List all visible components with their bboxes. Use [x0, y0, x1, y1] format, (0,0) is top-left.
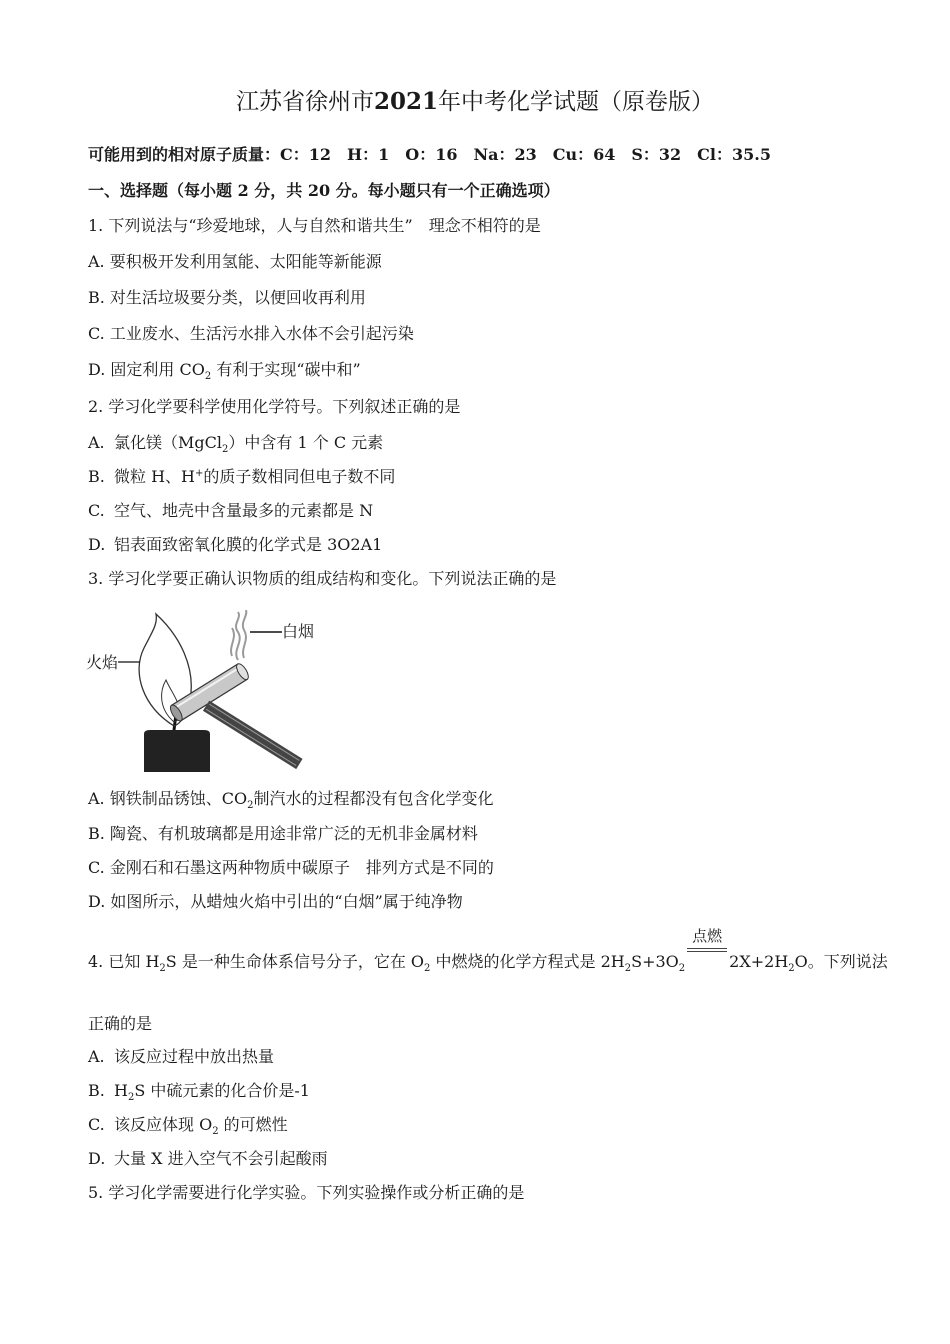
q5-stem: 5. 学习化学需要进行化学实验。下列实验操作或分析正确的是 — [88, 1183, 525, 1202]
q4-stem-continued: 正确的是 — [88, 1014, 153, 1033]
atomic-mass-line: 可能用到的相对原子质量：C：12 H：1 O：16 Na：23 Cu：64 S：32 Cl：35.5 — [88, 145, 771, 164]
q4-option-a: A. 该反应过程中放出热量 — [88, 1047, 275, 1066]
q3-stem: 3. 学习化学要正确认识物质的组成结构和变化。下列说法正确的是 — [88, 569, 557, 588]
q2-option-d: D. 铝表面致密氧化膜的化学式是 3O2A1 — [88, 535, 383, 554]
q4-option-b: B. $H_2S$ 中硫元素的化合价是-1 — [88, 1081, 310, 1103]
q1-stem: 1. 下列说法与“珍爱地球，人与自然和谐共生” 理念不相符的是 — [88, 216, 541, 235]
candle-body — [144, 730, 210, 772]
q4-stem: 4. 已知 $H_2S$ 是一种生命体系信号分子，它在 $O_2$ 中燃烧的化学方程式是 $2H_2S+3O_2$ 点燃 $2X+2H_2O$。下列说法 — [88, 927, 888, 974]
q2-stem: 2. 学习化学要科学使用化学符号。下列叙述正确的是 — [88, 397, 461, 416]
figure-label-smoke: 白烟 — [282, 622, 315, 641]
q3-option-c: C. 金刚石和石墨这两种物质中碳原子 排列方式是不同的 — [88, 858, 494, 877]
q3-option-d: D. 如图所示，从蜡烛火焰中引出的“白烟”属于纯净物 — [88, 892, 463, 911]
q4-option-c: C. 该反应体现 $O_2$ 的可燃性 — [88, 1115, 288, 1137]
q2-option-a: A. 氯化镁（MgCl$_2$）中含有 1 个 C 元素 — [88, 433, 384, 455]
q1-option-b: B. 对生活垃圾要分类，以便回收再利用 — [88, 288, 366, 307]
section-heading: 一、选择题（每小题 2 分，共 20 分。每小题只有一个正确选项） — [88, 181, 560, 200]
tube-holder — [203, 701, 303, 769]
q3-option-a: A. 钢铁制品锈蚀、$CO_2$制汽水的过程都没有包含化学变化 — [88, 789, 494, 811]
q4-option-d: D. 大量 X 进入空气不会引起酸雨 — [88, 1149, 328, 1168]
q3-option-b: B. 陶瓷、有机玻璃都是用途非常广泛的无机非金属材料 — [88, 824, 478, 843]
page-title: 江苏省徐州市2021年中考化学试题（原卷版） — [235, 88, 714, 115]
reaction-condition: 点燃 — [685, 951, 729, 973]
q2-option-c: C. 空气、地壳中含量最多的元素都是 N — [88, 501, 374, 520]
figure-label-flame: 火焰 — [86, 653, 119, 672]
q1-option-d: D. 固定利用 $CO_2$ 有利于实现“碳中和” — [88, 360, 361, 382]
q2-option-b: B. 微粒 H、H+的质子数相同但电子数不同 — [88, 467, 396, 486]
q1-option-c: C. 工业废水、生活污水排入水体不会引起污染 — [88, 324, 414, 343]
white-smoke — [231, 610, 246, 660]
q1-option-a: A. 要积极开发利用氢能、太阳能等新能源 — [88, 252, 382, 271]
